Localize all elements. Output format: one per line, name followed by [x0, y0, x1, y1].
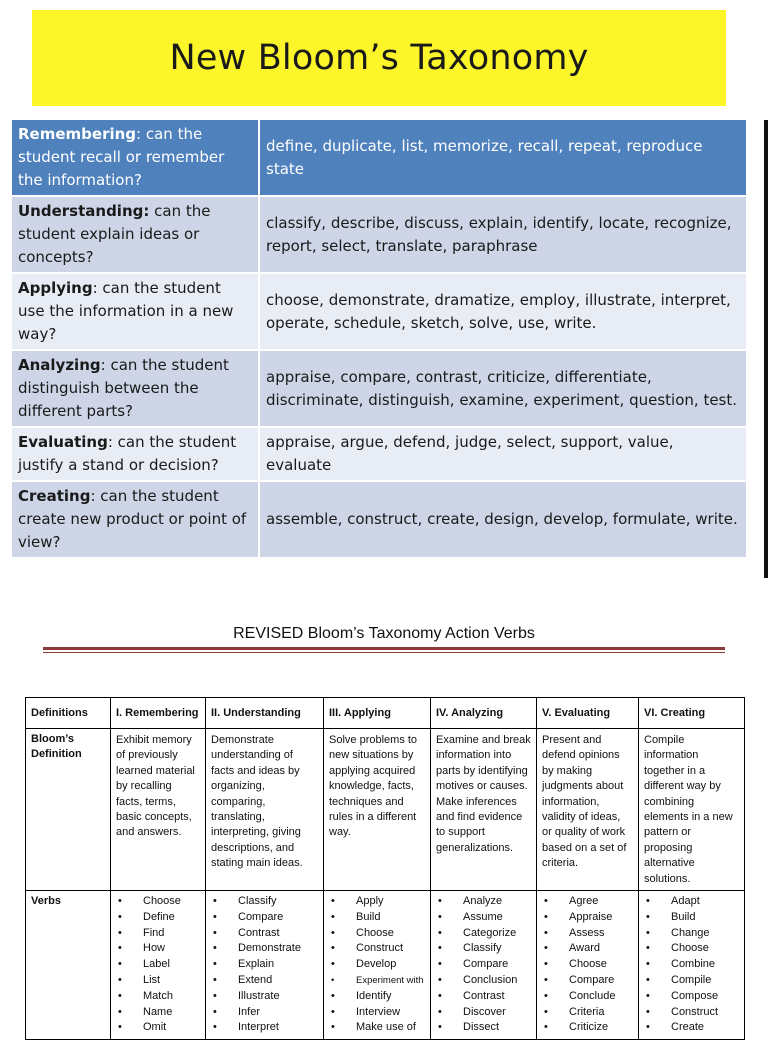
subtitle-rule-thin	[43, 652, 725, 653]
verb-item: • Build	[644, 910, 739, 926]
verbs-cell	[324, 891, 431, 1040]
verb-item: • Choose	[329, 926, 425, 942]
verb-item: • Choose	[542, 957, 633, 973]
verb-item: • Omit	[116, 1020, 200, 1036]
taxonomy-question	[11, 481, 259, 558]
verb-item: • Award	[542, 941, 633, 957]
taxonomy-question-text: : can the student justify a stand or decision?	[18, 433, 237, 474]
taxonomy-level: Analyzing	[18, 356, 101, 374]
taxonomy-verbs: appraise, compare, contrast, criticize, differentiate, discriminate, distinguish, examine, experiment, question, test.	[259, 350, 747, 427]
verb-item: • How	[116, 941, 200, 957]
verb-item: • List	[116, 973, 200, 989]
verb-item: • Choose	[644, 941, 739, 957]
column-header: V. Evaluating	[537, 698, 639, 729]
subtitle-rule	[43, 647, 725, 650]
row-label: Bloom’s Definition	[26, 729, 111, 891]
verb-item: • Interview	[329, 1005, 425, 1021]
verb-list	[116, 894, 200, 1036]
taxonomy-question	[11, 273, 259, 350]
taxonomy-level: Creating	[18, 487, 91, 505]
verbs-table-header-row	[26, 698, 745, 729]
verb-item: • Classify	[436, 941, 531, 957]
verb-item: • Conclude	[542, 989, 633, 1005]
verb-item: • Label	[116, 957, 200, 973]
column-header: II. Understanding	[206, 698, 324, 729]
verb-item: • Identify	[329, 989, 425, 1005]
taxonomy-question-text: : can the student recall or remember the information?	[18, 125, 225, 189]
taxonomy-row-creating	[11, 481, 747, 558]
taxonomy-verbs: appraise, argue, defend, judge, select, support, value, evaluate	[259, 427, 747, 481]
verb-item: • Agree	[542, 894, 633, 910]
verb-item: • Infer	[211, 1005, 318, 1021]
verb-item: • Define	[116, 910, 200, 926]
verb-item: • Adapt	[644, 894, 739, 910]
verb-item: • Apply	[329, 894, 425, 910]
verbs-cell	[431, 891, 537, 1040]
definition-cell: Demonstrate understanding of facts and ideas by organizing, comparing, translating, interpreting, giving descriptions, and stating main ideas.	[206, 729, 324, 891]
column-header: III. Applying	[324, 698, 431, 729]
taxonomy-level: Evaluating	[18, 433, 108, 451]
verb-item: • Discover	[436, 1005, 531, 1021]
verb-item: • Choose	[116, 894, 200, 910]
verb-item: • Compile	[644, 973, 739, 989]
definition-cell: Solve problems to new situations by applying acquired knowledge, facts, techniques and rules in a different way.	[324, 729, 431, 891]
taxonomy-question	[11, 196, 259, 273]
taxonomy-verbs: choose, demonstrate, dramatize, employ, illustrate, interpret, operate, schedule, sketch, solve, use, write.	[259, 273, 747, 350]
verb-item: • Criticize	[542, 1020, 633, 1036]
taxonomy-question-text: : can the student use the information in a new way?	[18, 279, 234, 343]
taxonomy-question-text: : can the student distinguish between the different parts?	[18, 356, 229, 420]
definition-cell: Present and defend opinions by making judgments about information, validity of ideas, or quality of work based on a set of criteria.	[537, 729, 639, 891]
verb-item: • Contrast	[211, 926, 318, 942]
definition-cell: Compile information together in a different way by combining elements in a new pattern or proposing alternative solutions.	[639, 729, 745, 891]
verb-item: • Classify	[211, 894, 318, 910]
verb-item: • Extend	[211, 973, 318, 989]
taxonomy-verbs: classify, describe, discuss, explain, identify, locate, recognize, report, select, translate, paraphrase	[259, 196, 747, 273]
verb-item: • Analyze	[436, 894, 531, 910]
column-header: Definitions	[26, 698, 111, 729]
definition-cell: Examine and break information into parts by identifying motives or causes. Make inferences and find evidence to support generalizations.	[431, 729, 537, 891]
verb-list	[211, 894, 318, 1036]
verbs-row	[26, 891, 745, 1040]
verb-item: • Find	[116, 926, 200, 942]
taxonomy-question	[11, 119, 259, 196]
verb-item: • Create	[644, 1020, 739, 1036]
page-edge-divider	[764, 120, 768, 578]
verb-item: • Change	[644, 926, 739, 942]
verb-list	[329, 894, 425, 1036]
verb-item: • Name	[116, 1005, 200, 1021]
verbs-cell	[639, 891, 745, 1040]
taxonomy-question-text: can the student explain ideas or concepts?	[18, 202, 211, 266]
verb-item: • Compare	[436, 957, 531, 973]
verb-item: • Make use of	[329, 1020, 425, 1036]
taxonomy-slide-table	[10, 118, 748, 559]
row-label: Verbs	[26, 891, 111, 1040]
taxonomy-level: Applying	[18, 279, 93, 297]
taxonomy-level: Remembering	[18, 125, 137, 143]
verb-item: • Compare	[542, 973, 633, 989]
taxonomy-verbs: define, duplicate, list, memorize, recall, repeat, reproduce state	[259, 119, 747, 196]
verb-item: • Dissect	[436, 1020, 531, 1036]
verb-item: • Illustrate	[211, 989, 318, 1005]
verb-item: • Contrast	[436, 989, 531, 1005]
verb-item: • Categorize	[436, 926, 531, 942]
verb-item: • Construct	[329, 941, 425, 957]
title-banner	[32, 10, 726, 106]
action-verbs-table	[25, 697, 745, 1040]
verb-item: • Assume	[436, 910, 531, 926]
taxonomy-question-text: : can the student create new product or point of view?	[18, 487, 247, 551]
verb-item: • Develop	[329, 957, 425, 973]
verbs-cell	[537, 891, 639, 1040]
taxonomy-row-applying	[11, 273, 747, 350]
verb-item: • Interpret	[211, 1020, 318, 1036]
definition-row	[26, 729, 745, 891]
verb-list	[436, 894, 531, 1036]
verb-item: • Explain	[211, 957, 318, 973]
verb-list	[542, 894, 633, 1036]
verb-item: • Compose	[644, 989, 739, 1005]
verbs-cell	[206, 891, 324, 1040]
verb-item: • Match	[116, 989, 200, 1005]
verb-item: • Demonstrate	[211, 941, 318, 957]
taxonomy-row-understanding	[11, 196, 747, 273]
column-header: VI. Creating	[639, 698, 745, 729]
taxonomy-row-remembering	[11, 119, 747, 196]
definition-cell: Exhibit memory of previously learned material by recalling facts, terms, basic concepts, and answers.	[111, 729, 206, 891]
verb-item: • Build	[329, 910, 425, 926]
verb-item: • Appraise	[542, 910, 633, 926]
verb-item: • Assess	[542, 926, 633, 942]
verbs-cell	[111, 891, 206, 1040]
verb-list	[644, 894, 739, 1036]
column-header: I. Remembering	[111, 698, 206, 729]
taxonomy-row-evaluating	[11, 427, 747, 481]
taxonomy-question	[11, 427, 259, 481]
taxonomy-row-analyzing	[11, 350, 747, 427]
taxonomy-verbs: assemble, construct, create, design, develop, formulate, write.	[259, 481, 747, 558]
page-title: New Bloom’s Taxonomy	[169, 38, 589, 78]
taxonomy-question	[11, 350, 259, 427]
verb-item: • Experiment with	[329, 973, 425, 989]
section-subtitle: REVISED Bloom’s Taxonomy Action Verbs	[233, 625, 535, 642]
verb-item: • Combine	[644, 957, 739, 973]
verb-item: • Criteria	[542, 1005, 633, 1021]
verb-item: • Conclusion	[436, 973, 531, 989]
column-header: IV. Analyzing	[431, 698, 537, 729]
verb-item: • Construct	[644, 1005, 739, 1021]
verb-item: • Compare	[211, 910, 318, 926]
taxonomy-level: Understanding:	[18, 202, 150, 220]
